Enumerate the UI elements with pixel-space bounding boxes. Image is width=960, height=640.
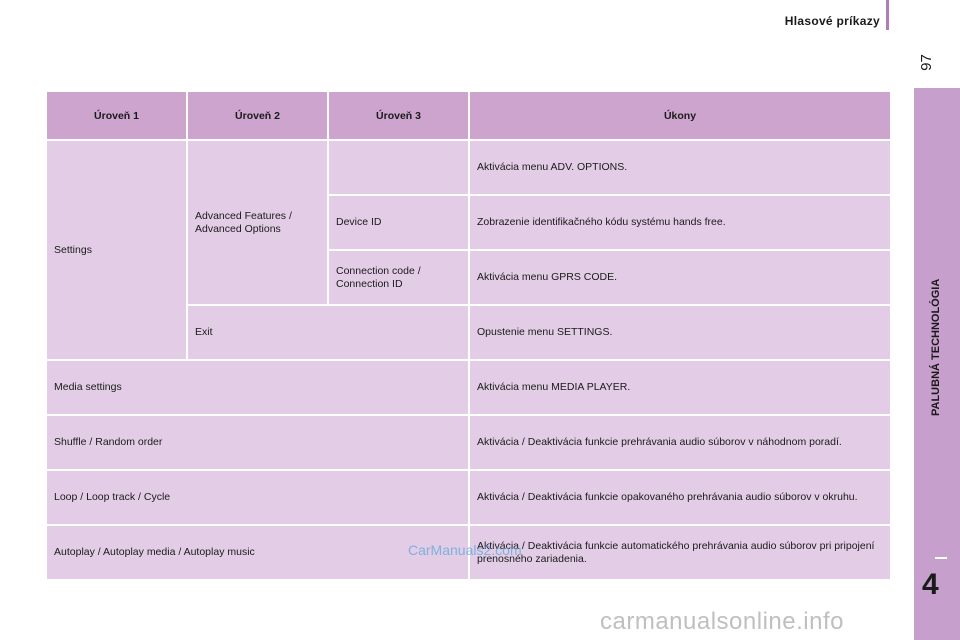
cell-shuffle: Shuffle / Random order [47, 416, 468, 469]
header-accent-bar [886, 0, 889, 30]
table-row [47, 416, 890, 469]
chapter-number: 4 [922, 568, 939, 601]
header-level-2: Úroveň 2 [188, 92, 327, 139]
cell-empty [329, 141, 468, 194]
cell-shuffle-action: Aktivácia / Deaktivácia funkcie prehrávania audio súborov v náhodnom poradí. [470, 416, 890, 469]
cell-settings: Settings [47, 141, 186, 359]
cell-device-id-action: Zobrazenie identifikačného kódu systému hands free. [470, 196, 890, 249]
voice-commands-table [45, 90, 892, 581]
cell-connection-action: Aktivácia menu GPRS CODE. [470, 251, 890, 304]
cell-autoplay-action: Aktivácia / Deaktivácia funkcie automatického prehrávania audio súborov pri pripojení prenosného zariadenia. [470, 526, 890, 579]
chapter-tab-label: PALUBNÁ TECHNOLÓGIA [930, 278, 942, 416]
cell-exit-action: Opustenie menu SETTINGS. [470, 306, 890, 359]
header-level-3: Úroveň 3 [329, 92, 468, 139]
header-level-1: Úroveň 1 [47, 92, 186, 139]
cell-autoplay: Autoplay / Autoplay media / Autoplay music [47, 526, 468, 579]
header-actions: Úkony [470, 92, 890, 139]
cell-exit: Exit [188, 306, 468, 359]
cell-advanced-options: Advanced Features / Advanced Options [188, 141, 327, 304]
page-title: Hlasové príkazy [784, 14, 880, 28]
cell-loop: Loop / Loop track / Cycle [47, 471, 468, 524]
cell-adv-action: Aktivácia menu ADV. OPTIONS. [470, 141, 890, 194]
cell-loop-action: Aktivácia / Deaktivácia funkcie opakovaného prehrávania audio súborov v okruhu. [470, 471, 890, 524]
page-number: 97 [917, 54, 935, 71]
cell-connection-id: Connection code / Connection ID [329, 251, 468, 304]
table-row [47, 471, 890, 524]
watermark-carmanuals2: CarManuals2.com [408, 542, 522, 558]
cell-media-action: Aktivácia menu MEDIA PLAYER. [470, 361, 890, 414]
table-header-row [47, 92, 890, 139]
table-row [47, 141, 890, 194]
watermark-carmanualsonline: carmanualsonline.info [600, 608, 844, 635]
cell-device-id: Device ID [329, 196, 468, 249]
cell-media-settings: Media settings [47, 361, 468, 414]
chapter-tab-divider [935, 557, 947, 559]
table-row [47, 361, 890, 414]
